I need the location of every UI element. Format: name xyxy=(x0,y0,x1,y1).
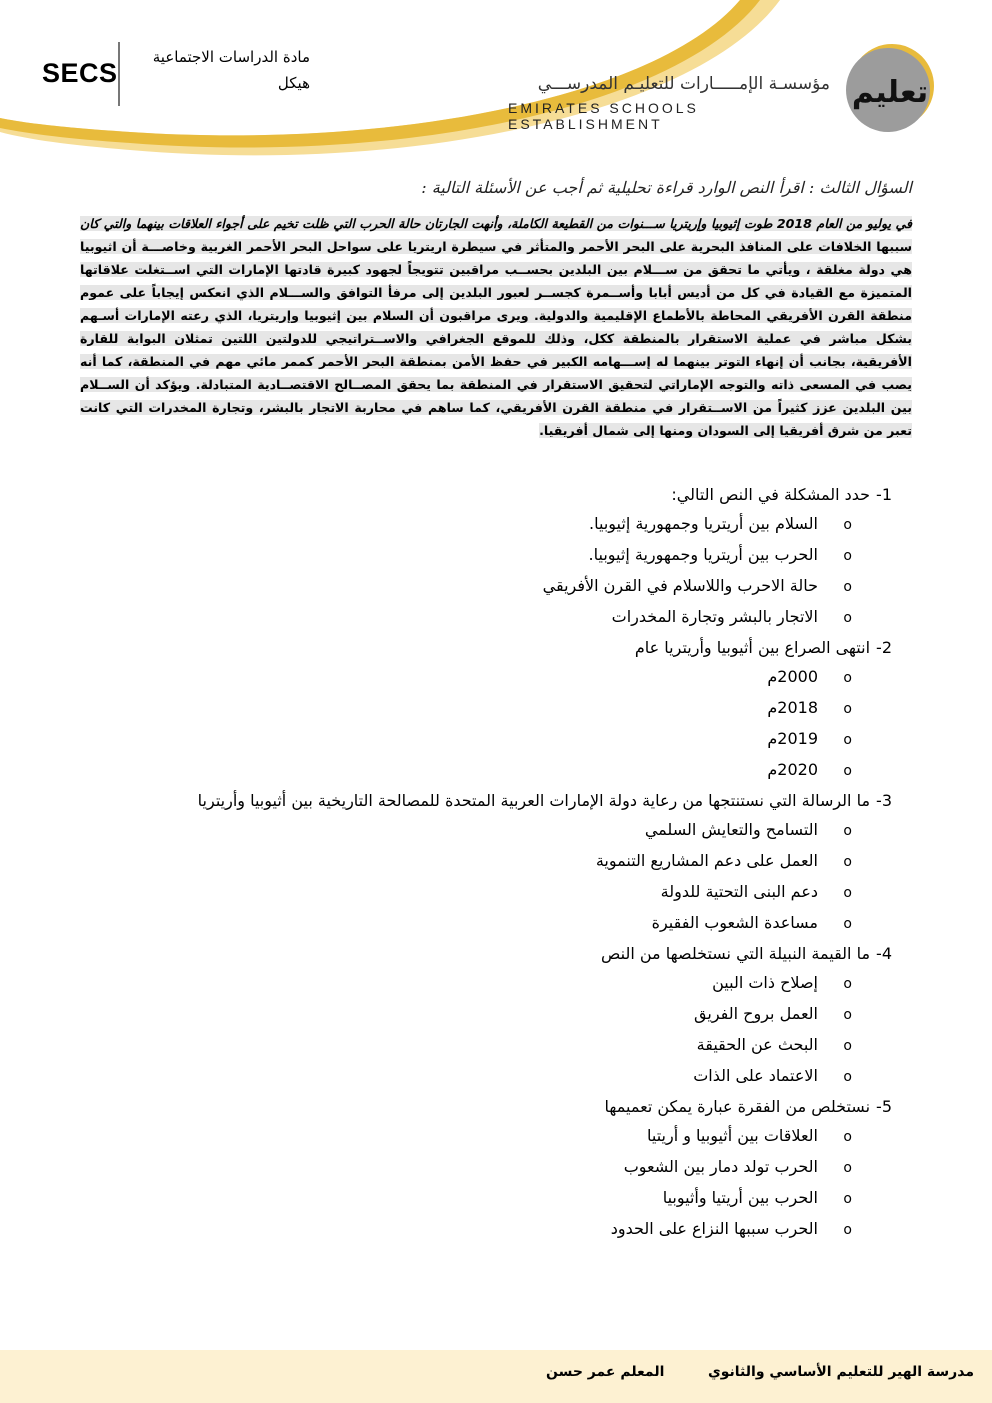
option[interactable]: oالعلاقات بين أثيوبيا و أريتيا xyxy=(80,1121,892,1152)
option[interactable]: oدعم البنى التحتية للدولة xyxy=(80,877,892,908)
header-divider xyxy=(118,42,120,106)
option-bullet-icon: o xyxy=(843,854,852,870)
option-bullet-icon: o xyxy=(843,976,852,992)
option-bullet-icon: o xyxy=(843,1069,852,1085)
option-bullet-icon: o xyxy=(843,610,852,626)
teacher-name: المعلم عمر حسن xyxy=(546,1364,665,1380)
option-bullet-icon: o xyxy=(843,916,852,932)
question-title: السؤال الثالث : اقرأ النص الوارد قراءة تحليلية ثم أجب عن الأسئلة التالية : xyxy=(421,178,912,197)
option-bullet-icon: o xyxy=(843,1007,852,1023)
question-4: 4-ما القيمة النبيلة التي نستخلصها من النص xyxy=(601,944,892,963)
option-bullet-icon: o xyxy=(843,885,852,901)
option[interactable]: o2019م xyxy=(80,724,892,755)
question-2: 2-انتهى الصراع بين أثيوبيا وأريتريا عام xyxy=(634,638,892,657)
option-bullet-icon: o xyxy=(843,1160,852,1176)
option[interactable]: o2018م xyxy=(80,693,892,724)
option[interactable]: oالحرب بين أريتيا وأثيوبيا xyxy=(80,1183,892,1214)
option-bullet-icon: o xyxy=(843,548,852,564)
passage-intro: في يوليو من العام 2018 طوت إثيوبيا وإريتريا ســـنوات من القطيعة الكاملة، وأنهت الجارتان حالة الحرب التي ظلت تخيم على أجواء العلاقات بينهما والتي كان xyxy=(80,216,912,231)
option[interactable]: oحالة الاحرب واللاسلام في القرن الأفريقي xyxy=(80,571,892,602)
subject-title: مادة الدراسات الاجتماعية هيكل xyxy=(152,48,310,92)
subject-code: SECS xyxy=(42,58,118,88)
option[interactable]: oالعمل بروح الفريق xyxy=(80,999,892,1030)
passage-body: سببها الخلافات على المنافذ البحرية على البحر الأحمر والمتأثر في سيطرة اريتريا على سواحل البحر الأحمر الغربية وخاصـــة أن اثيوبيا هي دولة مغلقة ، ويأتي ما تحقق من ســـلام بين البلدين بحســب مراقبين تتويجاً لجهود كبيرة قادتها الإمارات التي اســتغلت علاقاتها المتميزة مع القيادة في كل من أديس أبابا وأســمرة كجســر لعبور البلدين إلى مرفأ التوافق والســـلام الذي انعكس إيجاباً على عموم منطقة القرن الأفريقي المحاطة بالأطماع الإقليمية والدولية. ويرى مراقبون أن السلام بين إثيوبيا وإريتريا، الذي رعته الإمارات أسـهم بشكل مباشر في عملية الاستقرار بالمنطقة ككل، وذلك للموقع الجغرافي والاســتراتيجي للدولتين اللتين تمثلان البوابة للقارة الأفريقية، بجانب أن إنهاء التوتر بينهما له إســـهامه الكبير في حفظ الأمن بمنطقة البحر الأحمر كممر مائي مهم في المنطقة، كما أنه يصب في المسعى ذاته والتوجه الإماراتي لتحقيق الاستقرار في المنطقة بما يحقق المصــالح الاقتصــادية المتبادلة. ويؤكد أن الســلام بين البلدين عزز كثيراً من الاســتقرار في منطقة القرن الأفريقي، كما ساهم في محاربة الاتجار بالبشر، وتجارة المخدرات التي كانت تعبر من شرق أفريقيا إلى السودان ومنها إلى شمال أفريقيا. xyxy=(80,239,912,438)
option[interactable]: oالاتجار بالبشر وتجارة المخدرات xyxy=(80,602,892,633)
option-bullet-icon: o xyxy=(843,732,852,748)
option[interactable]: oإصلاح ذات البين xyxy=(80,968,892,999)
option[interactable]: oالحرب بين أريتريا وجمهورية إثيوبيا. xyxy=(80,540,892,571)
option-bullet-icon: o xyxy=(843,701,852,717)
question-1: 1-حدد المشكلة في النص التالي: xyxy=(671,485,892,504)
option-bullet-icon: o xyxy=(843,670,852,686)
option-bullet-icon: o xyxy=(843,1038,852,1054)
option[interactable]: oالسلام بين أريتريا وجمهورية إثيوبيا. xyxy=(80,509,892,540)
option-bullet-icon: o xyxy=(843,517,852,533)
option-bullet-icon: o xyxy=(843,823,852,839)
questions-list xyxy=(80,480,892,1245)
option[interactable]: oالاعتماد على الذات xyxy=(80,1061,892,1092)
option[interactable]: o2020م xyxy=(80,755,892,786)
option-bullet-icon: o xyxy=(843,763,852,779)
page-footer xyxy=(0,1350,992,1403)
option[interactable]: oالحرب تولد دمار بين الشعوب xyxy=(80,1152,892,1183)
option[interactable]: oالبحث عن الحقيقة xyxy=(80,1030,892,1061)
question-5: 5-نستخلص من الفقرة عبارة يمكن تعميمها xyxy=(604,1097,892,1116)
reading-passage xyxy=(80,212,912,442)
school-name: مدرسة الهير للتعليم الأساسي والثانوي xyxy=(707,1364,974,1380)
ese-english-name: EMIRATES SCHOOLS ESTABLISHMENT xyxy=(508,100,699,132)
option-bullet-icon: o xyxy=(843,1222,852,1238)
option[interactable]: oمساعدة الشعوب الفقيرة xyxy=(80,908,892,939)
taleem-logo xyxy=(840,34,940,134)
ese-arabic-name: مؤسسـة الإمـــــارات للتعليـم المدرســـي xyxy=(537,74,830,94)
option[interactable]: oالعمل على دعم المشاريع التنموية xyxy=(80,846,892,877)
option[interactable]: oالحرب سببها النزاع على الحدود xyxy=(80,1214,892,1245)
option-bullet-icon: o xyxy=(843,579,852,595)
option[interactable]: oالتسامح والتعايش السلمي xyxy=(80,815,892,846)
option-bullet-icon: o xyxy=(843,1191,852,1207)
option-bullet-icon: o xyxy=(843,1129,852,1145)
logo-text: تعليم xyxy=(851,75,929,110)
option[interactable]: o2000م xyxy=(80,662,892,693)
question-3: 3-ما الرسالة التي نستنتجها من رعاية دولة الإمارات العربية المتحدة للمصالحة التاريخية بين أثيوبيا وأريتريا xyxy=(197,791,892,810)
